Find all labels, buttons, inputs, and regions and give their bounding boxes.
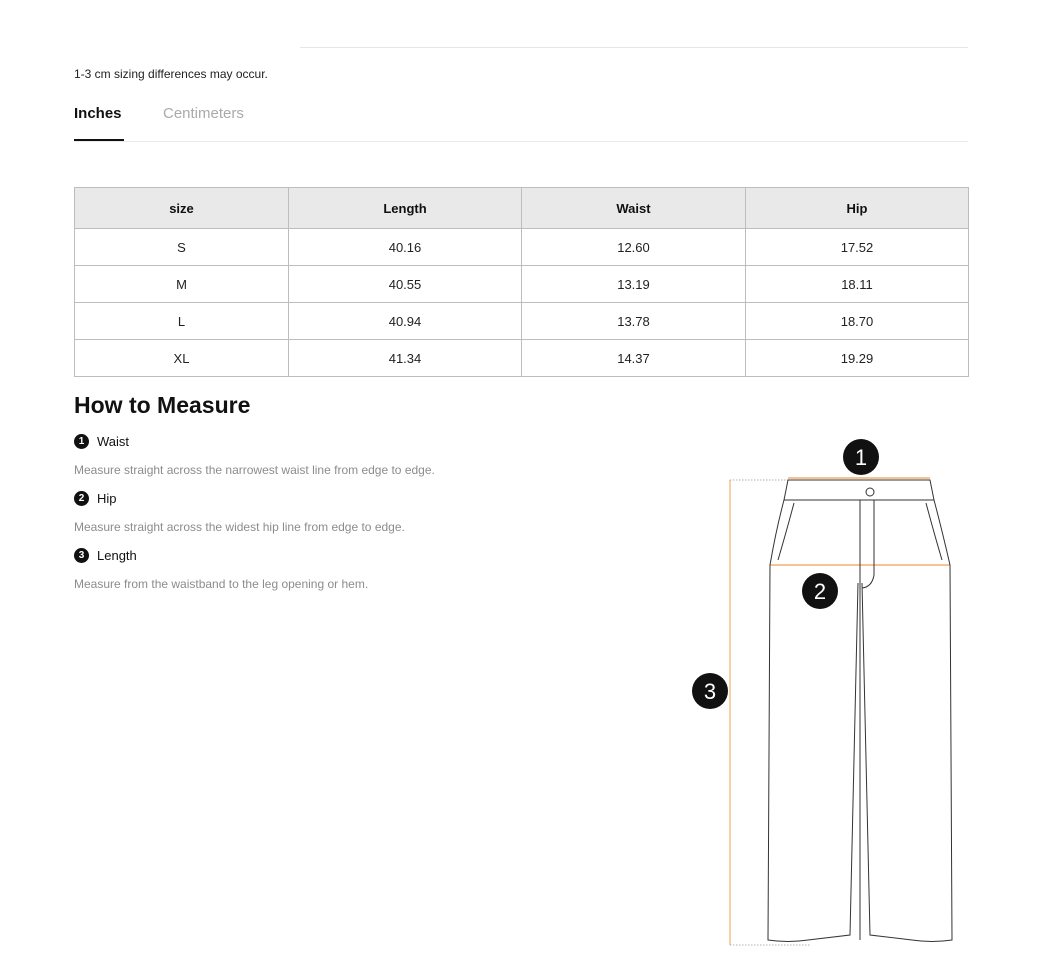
cell-hip: 17.52 — [746, 229, 969, 266]
table-row — [75, 340, 969, 377]
cell-hip: 18.70 — [746, 303, 969, 340]
step-length — [74, 548, 137, 563]
svg-text:2: 2 — [813, 579, 827, 604]
marker-2-icon — [802, 573, 838, 609]
cell-size: XL — [75, 340, 289, 377]
cell-hip: 18.11 — [746, 266, 969, 303]
marker-3-icon — [692, 673, 728, 709]
active-tab-indicator — [74, 139, 124, 141]
header-size: size — [75, 188, 289, 229]
number-3-icon: 3 — [74, 548, 89, 563]
step-label: Length — [97, 548, 137, 563]
cell-length: 41.34 — [289, 340, 522, 377]
table-row — [75, 229, 969, 266]
step-description: Measure straight across the widest hip line from edge to edge. — [74, 520, 405, 534]
tab-centimeters[interactable]: Centimeters — [163, 105, 244, 122]
cell-waist: 12.60 — [522, 229, 746, 266]
how-to-measure-title: How to Measure — [74, 392, 251, 418]
cell-waist: 14.37 — [522, 340, 746, 377]
pants-measurement-diagram — [680, 425, 970, 955]
cell-length: 40.94 — [289, 303, 522, 340]
svg-text:1: 1 — [854, 445, 868, 470]
step-label: Waist — [97, 434, 130, 449]
cell-hip: 19.29 — [746, 340, 969, 377]
step-description: Measure from the waistband to the leg opening or hem. — [74, 577, 369, 591]
step-description: Measure straight across the narrowest waist line from edge to edge. — [74, 463, 435, 477]
cell-size: S — [75, 229, 289, 266]
unit-tabs — [74, 104, 968, 142]
cell-size: L — [75, 303, 289, 340]
table-row — [75, 303, 969, 340]
cell-length: 40.16 — [289, 229, 522, 266]
step-label: Hip — [97, 491, 117, 506]
header-length: Length — [289, 188, 522, 229]
svg-text:3: 3 — [703, 679, 717, 704]
pants-outline — [768, 480, 952, 942]
header-hip: Hip — [746, 188, 969, 229]
sizing-notice: 1-3 cm sizing differences may occur. — [74, 67, 268, 81]
number-2-icon: 2 — [74, 491, 89, 506]
cell-size: M — [75, 266, 289, 303]
top-divider — [300, 47, 968, 48]
step-waist — [74, 434, 129, 449]
number-1-icon: 1 — [74, 434, 89, 449]
cell-waist: 13.19 — [522, 266, 746, 303]
tab-inches[interactable]: Inches — [74, 105, 122, 122]
size-table — [74, 187, 969, 377]
header-waist: Waist — [522, 188, 746, 229]
cell-length: 40.55 — [289, 266, 522, 303]
step-hip — [74, 491, 117, 506]
table-header-row — [75, 188, 969, 229]
cell-waist: 13.78 — [522, 303, 746, 340]
table-row — [75, 266, 969, 303]
marker-1-icon — [843, 439, 879, 475]
